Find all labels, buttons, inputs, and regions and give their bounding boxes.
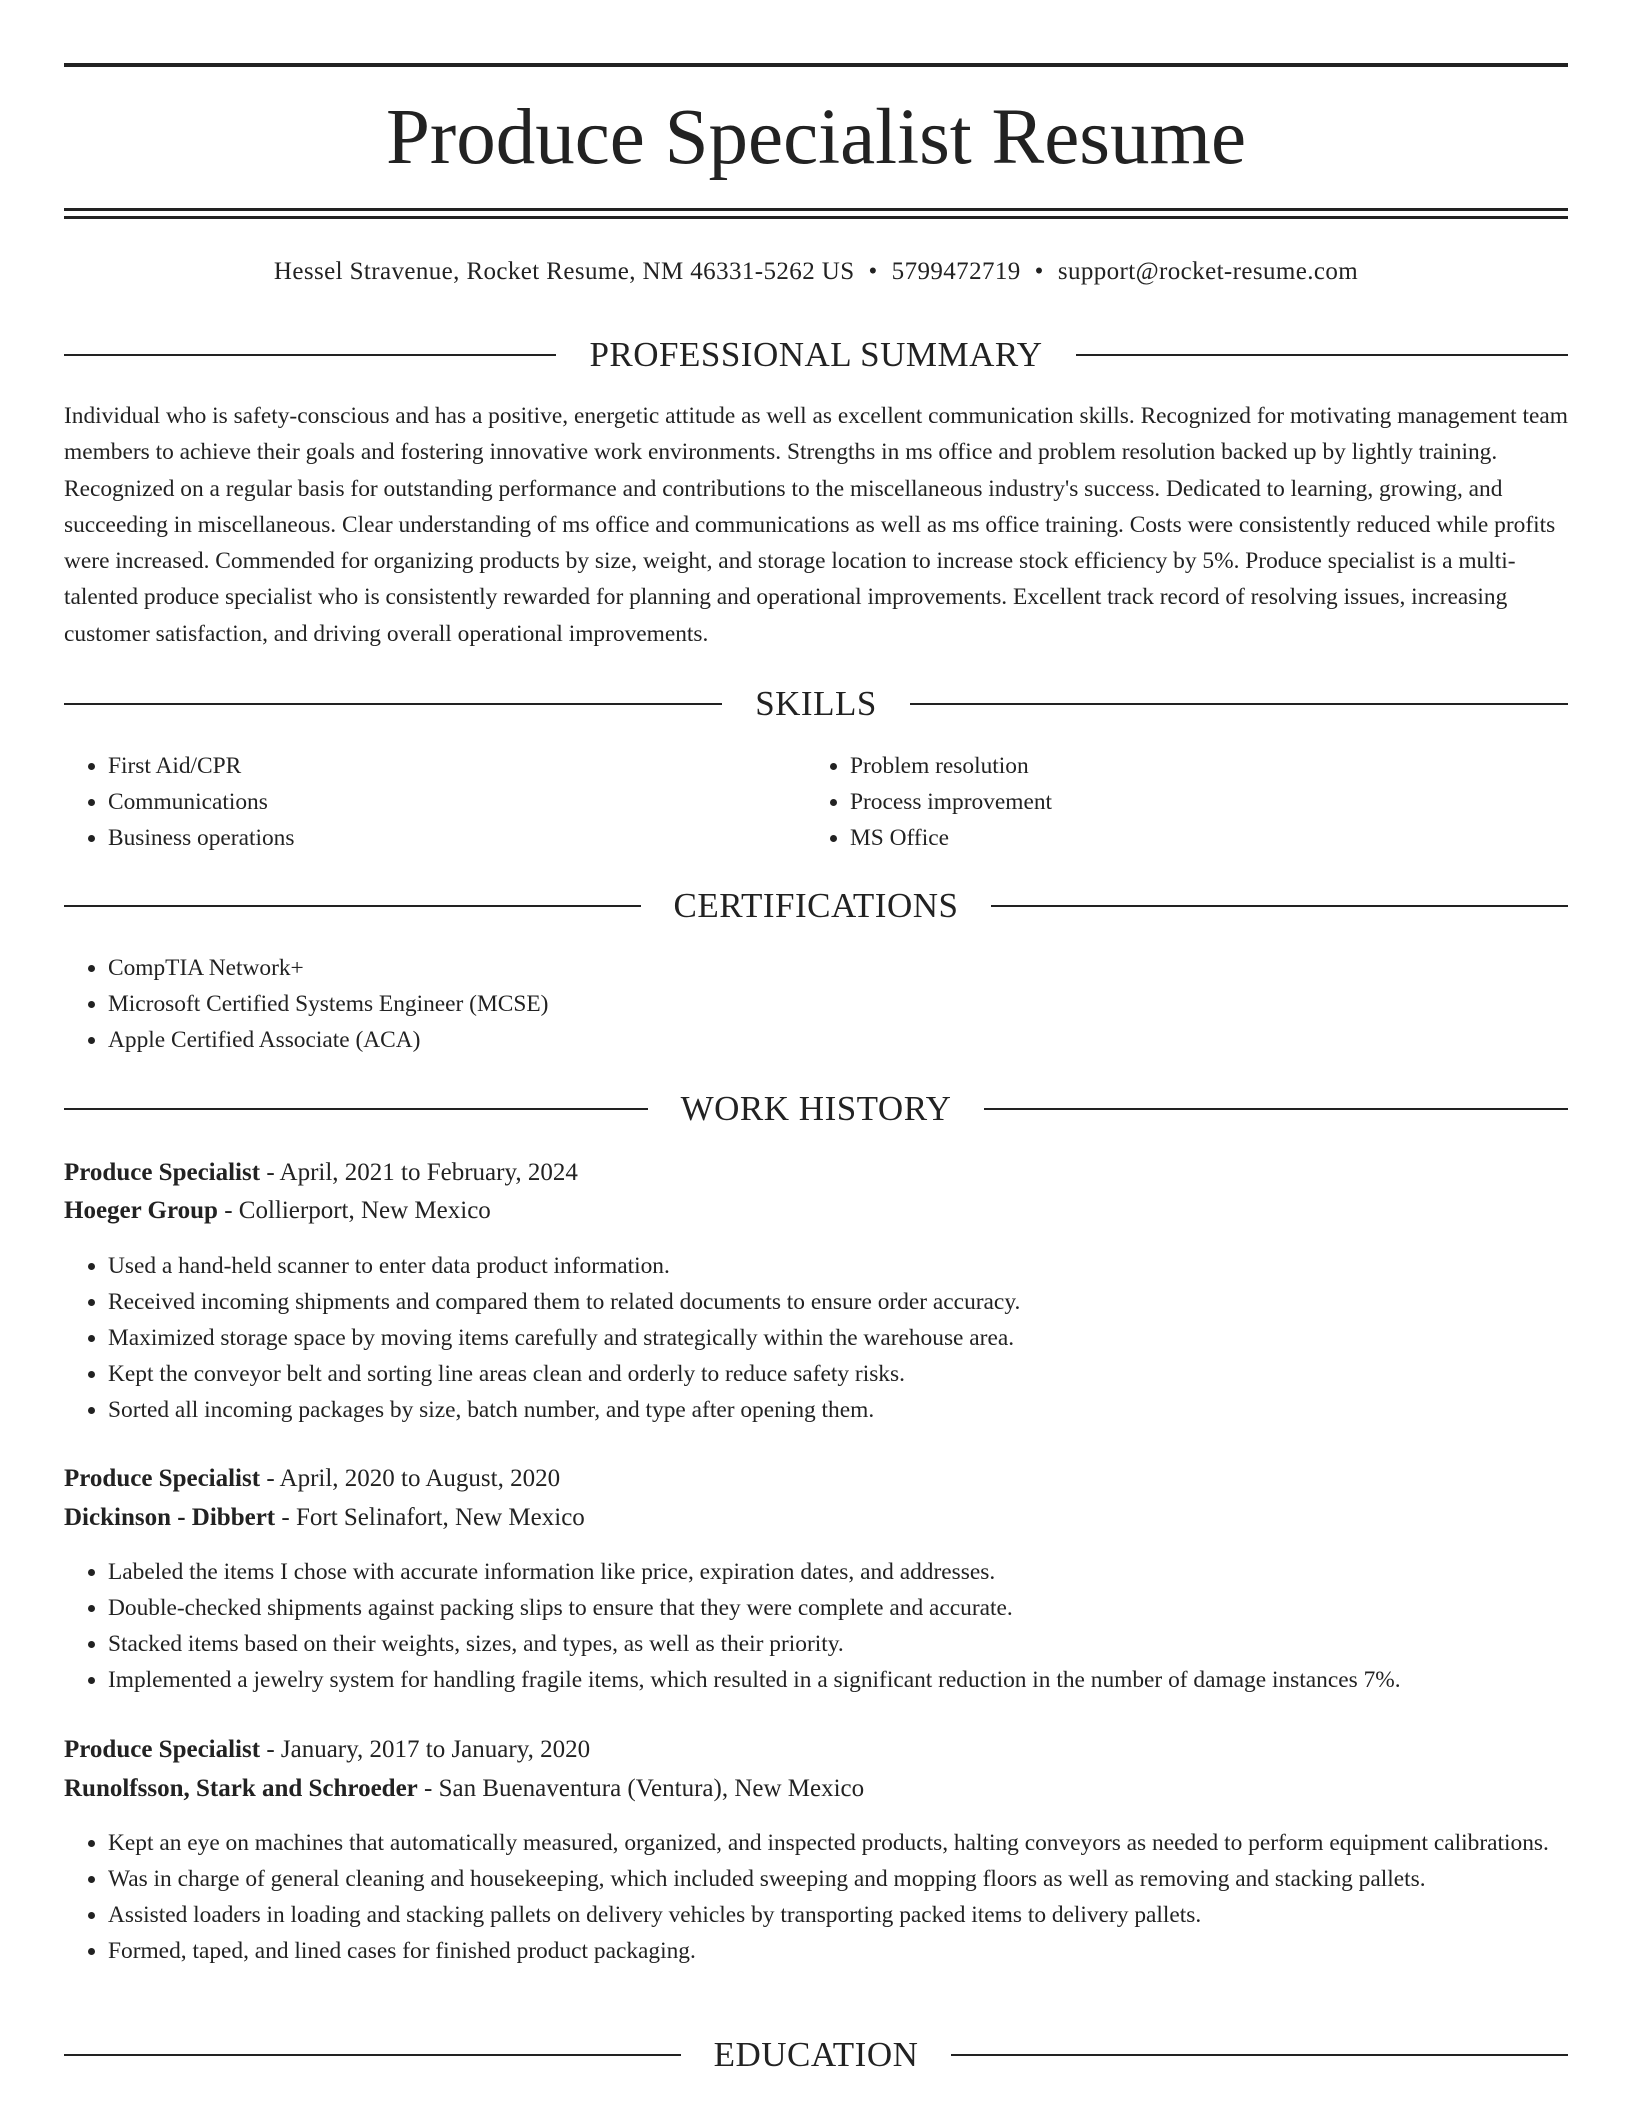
job-duties-list (64, 1248, 1588, 1428)
job-location: - Fort Selinafort, New Mexico (275, 1504, 585, 1531)
list-item: • Was in charge of general cleaning and housekeeping, which included sweeping and mopping floors as well as removing and stacking pallets. (108, 1861, 1588, 1897)
section-heading-certifications (64, 883, 1568, 929)
job-location: - San Buenaventura (Ventura), New Mexico (417, 1775, 865, 1802)
skills-list-right (806, 748, 1550, 856)
section-title: CERTIFICATIONS (673, 886, 959, 925)
list-item: • MS Office (850, 820, 1550, 856)
list-item: • Process improvement (850, 784, 1550, 820)
contact-email: support@rocket-resume.com (1057, 258, 1359, 285)
job-title-line (64, 1732, 1564, 1768)
section-title: SKILLS (755, 684, 877, 723)
heading-rule (64, 703, 722, 705)
section-heading-education (64, 2032, 1568, 2078)
title-rule-upper (64, 208, 1568, 211)
section-title: PROFESSIONAL SUMMARY (589, 335, 1043, 374)
job-company: Dickinson - Dibbert (64, 1504, 276, 1531)
list-item: • Stacked items based on their weights, sizes, and types, as well as their priority. (108, 1626, 1588, 1662)
list-item: • Used a hand-held scanner to enter data product information. (108, 1248, 1588, 1284)
heading-rule (951, 2054, 1568, 2056)
job-title-line (64, 1155, 1564, 1191)
contact-separator: • (1034, 258, 1044, 285)
list-item: • Double-checked shipments against packing slips to ensure that they were complete and accurate. (108, 1590, 1588, 1626)
list-item: • Implemented a jewelry system for handling fragile items, which resulted in a significant reduction in the number of damage instances 7%. (108, 1662, 1588, 1698)
skills-list-left (64, 748, 788, 856)
heading-rule (984, 1108, 1568, 1110)
list-item: • Received incoming shipments and compared them to related documents to ensure order accuracy. (108, 1284, 1588, 1320)
list-item: • Microsoft Certified Systems Engineer (MCSE) (108, 986, 1508, 1022)
job-company: Runolfsson, Stark and Schroeder (64, 1775, 418, 1802)
section-title: WORK HISTORY (680, 1089, 952, 1128)
job-dates: - April, 2021 to February, 2024 (260, 1159, 578, 1186)
heading-rule (64, 905, 641, 907)
job-duties-list (64, 1554, 1588, 1698)
title-rule-lower (64, 216, 1568, 219)
list-item: • Labeled the items I chose with accurate information like price, expiration dates, and addresses. (108, 1554, 1588, 1590)
section-heading-work-history (64, 1086, 1568, 1132)
section-heading-summary (64, 332, 1568, 378)
contact-line (64, 254, 1568, 290)
job-location: - Collierport, New Mexico (217, 1197, 491, 1224)
heading-rule (910, 703, 1568, 705)
contact-address: Hessel Stravenue, Rocket Resume, NM 46331-5262 US (273, 258, 855, 285)
top-rule (64, 63, 1568, 67)
list-item: • Sorted all incoming packages by size, batch number, and type after opening them. (108, 1392, 1588, 1428)
job-title: Produce Specialist (64, 1736, 261, 1763)
list-item: • CompTIA Network+ (108, 950, 1508, 986)
resume-title: Produce Specialist Resume (385, 94, 1247, 181)
heading-rule (991, 905, 1568, 907)
list-item: • First Aid/CPR (108, 748, 788, 784)
contact-phone: 5799472719 (891, 258, 1021, 285)
job-duties-list (64, 1825, 1588, 1969)
heading-rule (1076, 354, 1568, 356)
heading-rule (64, 2054, 681, 2056)
job-title: Produce Specialist (64, 1465, 261, 1492)
heading-rule (64, 1108, 648, 1110)
job-company-line (64, 1193, 1564, 1229)
heading-rule (64, 354, 556, 356)
job-company-line (64, 1500, 1564, 1536)
job-dates: - April, 2020 to August, 2020 (260, 1465, 561, 1492)
list-item: • Business operations (108, 820, 788, 856)
section-title: EDUCATION (713, 2035, 919, 2074)
job-company-line (64, 1771, 1564, 1807)
contact-separator: • (868, 258, 878, 285)
section-heading-skills (64, 681, 1568, 727)
list-item: • Apple Certified Associate (ACA) (108, 1022, 1508, 1058)
list-item: • Kept the conveyor belt and sorting line areas clean and orderly to reduce safety risks. (108, 1356, 1588, 1392)
certifications-list (64, 950, 1508, 1058)
job-title: Produce Specialist (64, 1159, 261, 1186)
job-dates: - January, 2017 to January, 2020 (260, 1736, 591, 1763)
list-item: • Formed, taped, and lined cases for finished product packaging. (108, 1933, 1588, 1969)
list-item: • Kept an eye on machines that automatically measured, organized, and inspected products, halting conveyors as needed to perform equipment calibrations. (108, 1825, 1588, 1861)
list-item: • Assisted loaders in loading and stacking pallets on delivery vehicles by transporting packed items to delivery pallets. (108, 1897, 1588, 1933)
summary-paragraph: Individual who is safety-conscious and has a positive, energetic attitude as well as excellent communication skills. Recognized for motivating management team members to achieve their goals and fostering innovative work environments. Strengths in ms office and problem resolution backed up by lightly training. Recognized on a regular basis for outstanding performance and contributions to the miscellaneous industry's success. Dedicated to learning, growing, and succeeding in miscellaneous. Clear understanding of ms office and communications as well as ms office training. Costs were consistently reduced while profits were increased. Commended for organizing products by size, weight, and storage location to increase stock efficiency by 5%. Produce specialist is a multi-talented produce specialist who is consistently rewarded for planning and operational improvements. Excellent track record of resolving issues, increasing customer satisfaction, and driving overall operational improvements. (64, 403, 1568, 647)
list-item: • Maximized storage space by moving items carefully and strategically within the warehouse area. (108, 1320, 1588, 1356)
list-item: • Communications (108, 784, 788, 820)
job-title-line (64, 1461, 1564, 1497)
list-item: • Problem resolution (850, 748, 1550, 784)
job-company: Hoeger Group (64, 1197, 218, 1224)
